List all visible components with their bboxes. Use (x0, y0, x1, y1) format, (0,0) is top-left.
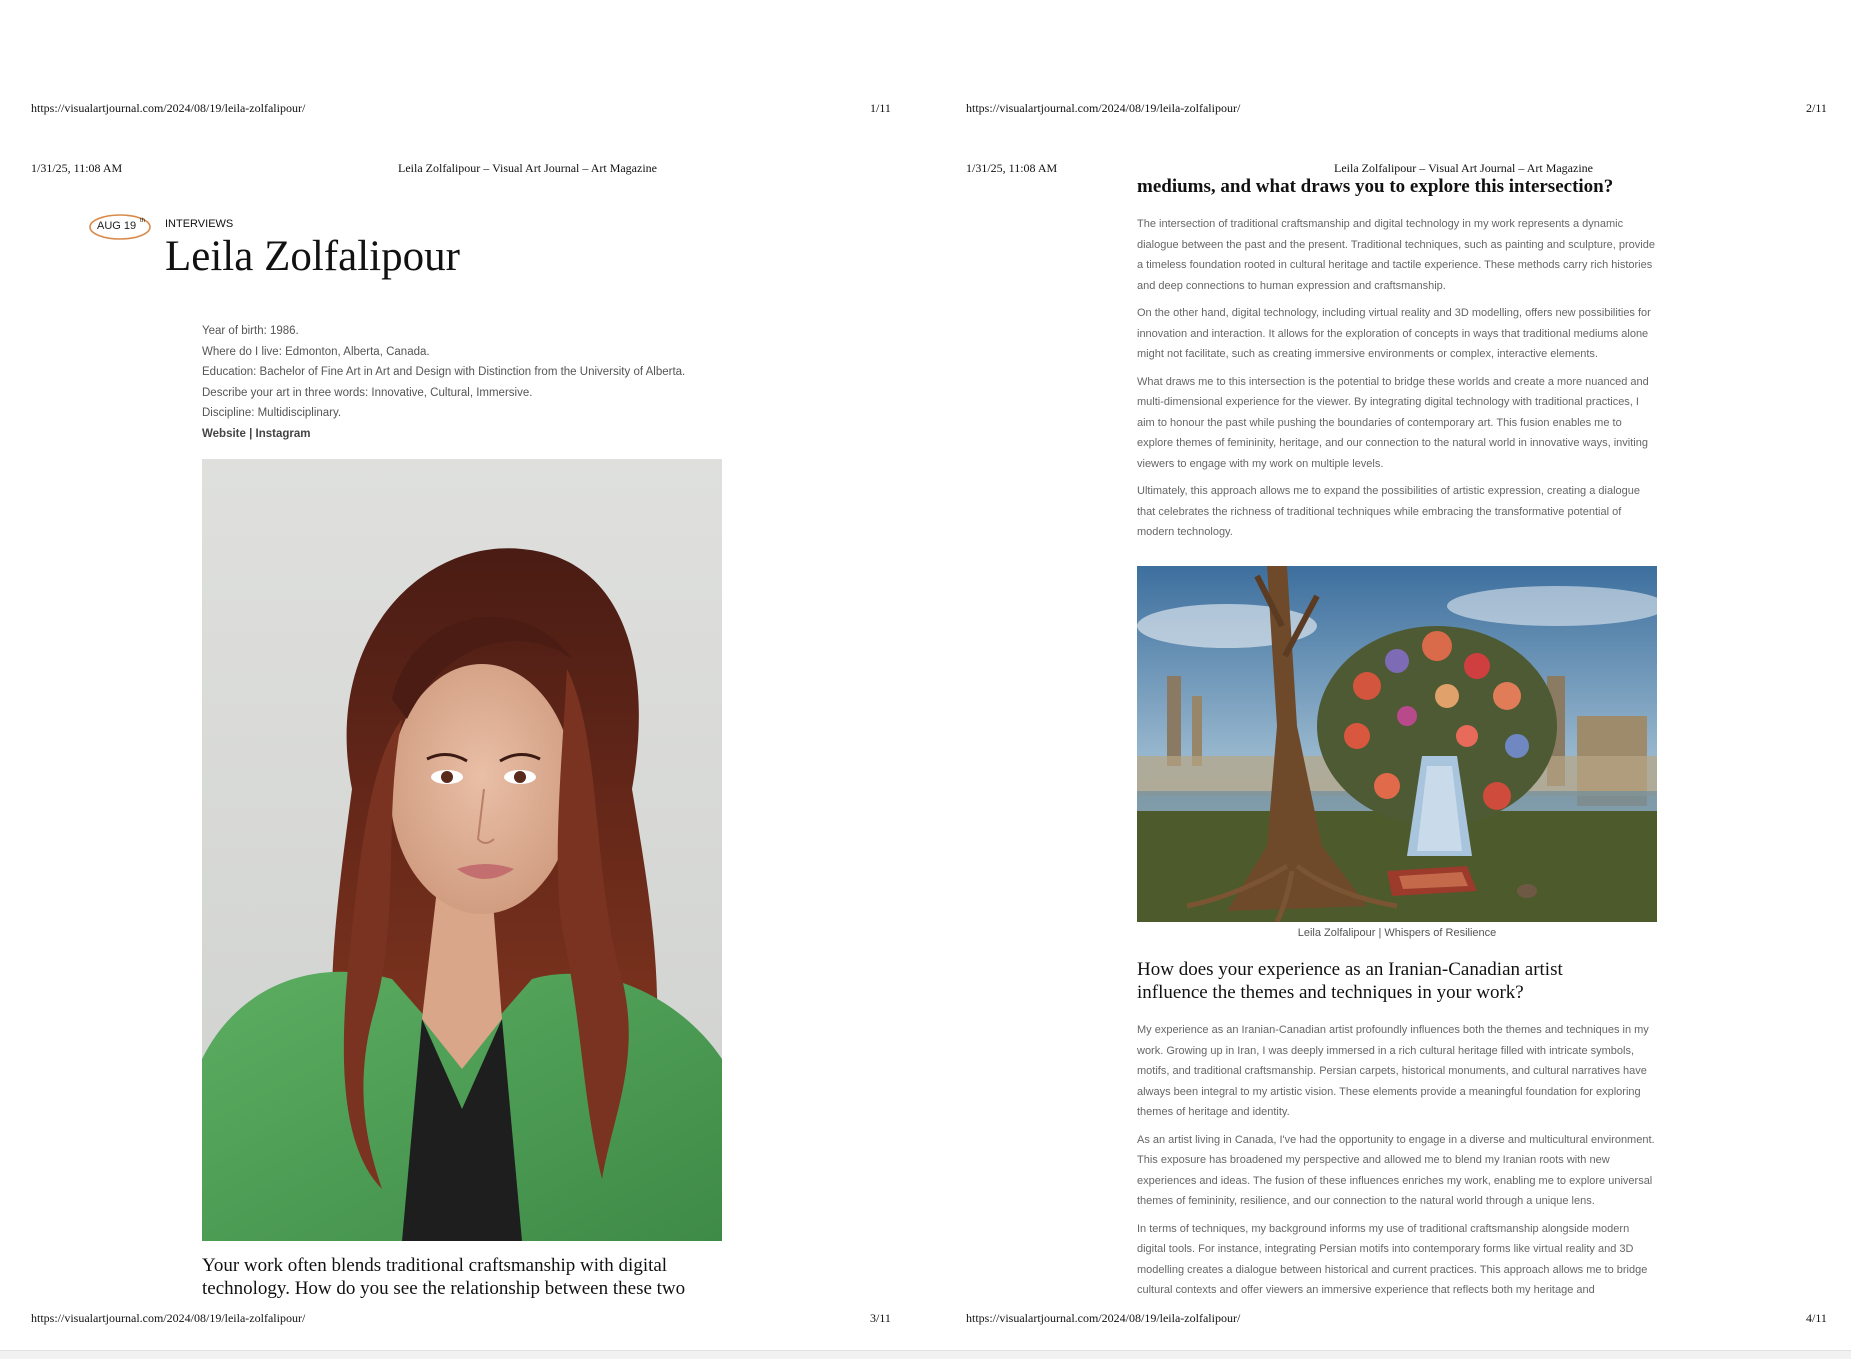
answer1-body (1137, 214, 1657, 550)
artist-meta (202, 321, 685, 444)
meta-education: Education: Bachelor of Fine Art in Art and Design with Distinction from the University of Alberta. (202, 366, 686, 378)
instagram-link[interactable]: Instagram (255, 427, 311, 440)
article-title: Leila Zolfalipour (165, 233, 460, 280)
page-number-bottom: 4/11 (1806, 1311, 1827, 1325)
meta-birth: Year of birth: 1986. (202, 325, 299, 337)
question1-line2: technology. How do you see the relationship between these two (202, 1278, 686, 1299)
meta-words: Describe your art in three words: Innovative, Cultural, Immersive. (202, 386, 533, 399)
meta-discipline: Discipline: Multidisciplinary. (202, 407, 342, 419)
date-badge (88, 213, 152, 241)
print-datetime: 1/31/25, 11:08 AM (966, 161, 1058, 175)
meta-live: Where do I live: Edmonton, Alberta, Canada. (202, 345, 430, 358)
link-separator: | (249, 427, 253, 440)
page-url-bottom[interactable]: https://visualartjournal.com/2024/08/19/leila-zolfalipour/ (31, 1311, 311, 1326)
print-datetime: 1/31/25, 11:08 AM (31, 161, 123, 175)
question1-line1: Your work often blends traditional craftsmanship with digital (202, 1255, 668, 1276)
artist-portrait-image (202, 459, 722, 1241)
portrait-illustration (202, 459, 722, 1241)
question1-continued: mediums, and what draws you to explore this intersection? (1137, 176, 1614, 197)
page-number-bottom: 3/11 (870, 1311, 891, 1325)
date-badge-suffix: th (140, 218, 146, 224)
page-url-top[interactable]: https://visualartjournal.com/2024/08/19/leila-zolfalipour/ (31, 101, 306, 115)
date-badge-label: AUG 19 (97, 220, 137, 232)
answer2-body (1137, 1020, 1657, 1304)
print-header-title: Leila Zolfalipour – Visual Art Journal – Art Magazine (398, 161, 657, 175)
meta-links (202, 424, 685, 445)
answer1-paragraph: The intersection of traditional craftsmanship and digital technology in my work represents a dynamic dialogue between the past and the present. Traditional techniques, such as painting and sculpture, provide a timeless foundation rooted in cultural heritage and tactile experience. These methods carry rich histories and deep connections to human expression and craftsmanship. (1137, 218, 1655, 292)
category-link[interactable]: INTERVIEWS (165, 218, 234, 230)
page-number-top: 1/11 (870, 101, 891, 115)
answer1-paragraph: On the other hand, digital technology, including virtual reality and 3D modelling, offers new possibilities for innovation and interaction. It allows for the exploration of concepts in ways that traditional mediums alone might not facilitate, such as creating immersive environments or complex, interactive elements. (1137, 307, 1651, 360)
page-url-top[interactable]: https://visualartjournal.com/2024/08/19/leila-zolfalipour/ (966, 101, 1241, 115)
question2-heading: How does your experience as an Iranian-Canadian artist influence the themes and techniques in your work? (1137, 959, 1563, 1003)
question1-heading (202, 1254, 685, 1300)
artwork-image (1137, 566, 1657, 922)
page-url-bottom[interactable]: https://visualartjournal.com/2024/08/19/leila-zolfalipour/ (966, 1311, 1246, 1326)
pdf-page-right (926, 0, 1851, 1358)
painting-illustration (1137, 566, 1657, 922)
website-link[interactable]: Website (202, 427, 246, 440)
page-number-top: 2/11 (1806, 101, 1827, 115)
answer2-paragraph: In terms of techniques, my background informs my use of traditional craftsmanship alongside modern digital tools. For instance, integrating Persian motifs into contemporary forms like virtual reality and 3D modelling creates a dialogue between historical and current practices. This approach allows me to bridge cultural contexts and offer viewers an immersive experience that reflects both my heritage and (1137, 1222, 1648, 1296)
answer1-paragraph: Ultimately, this approach allows me to expand the possibilities of artistic expression, creating a dialogue that celebrates the richness of traditional techniques while embracing the transformative potential of modern technology. (1137, 485, 1640, 538)
pdf-page-left (0, 0, 925, 1358)
print-header-title: Leila Zolfalipour – Visual Art Journal – Art Magazine (1334, 161, 1593, 175)
answer1-paragraph: What draws me to this intersection is the potential to bridge these worlds and create a more nuanced and multi-dimensional experience for the viewer. By integrating digital technology with traditional practices, I aim to honour the past while pushing the boundaries of contemporary art. This fusion enables me to explore themes of femininity, heritage, and our connection to the natural world in innovative ways, inviting viewers to engage with my work on multiple levels. (1137, 375, 1649, 470)
artwork-caption: Leila Zolfalipour | Whispers of Resilience (1297, 927, 1497, 939)
answer2-paragraph: My experience as an Iranian-Canadian artist profoundly influences both the themes and techniques in my work. Growing up in Iran, I was deeply immersed in a rich cultural heritage filled with intricate symbols, motifs, and traditional craftsmanship. Persian carpets, historical monuments, and cultural narratives have always been integral to my artistic vision. These elements provide a meaningful foundation for exploring themes of heritage and identity. (1137, 1024, 1649, 1118)
answer2-paragraph: As an artist living in Canada, I've had the opportunity to engage in a diverse and multicultural environment. This exposure has broadened my perspective and allowed me to blend my Iranian roots with new experiences and ideas. The fusion of these influences enriches my work, enabling me to explore universal themes of femininity, resilience, and our connection to the natural world through a unique lens. (1137, 1133, 1655, 1207)
